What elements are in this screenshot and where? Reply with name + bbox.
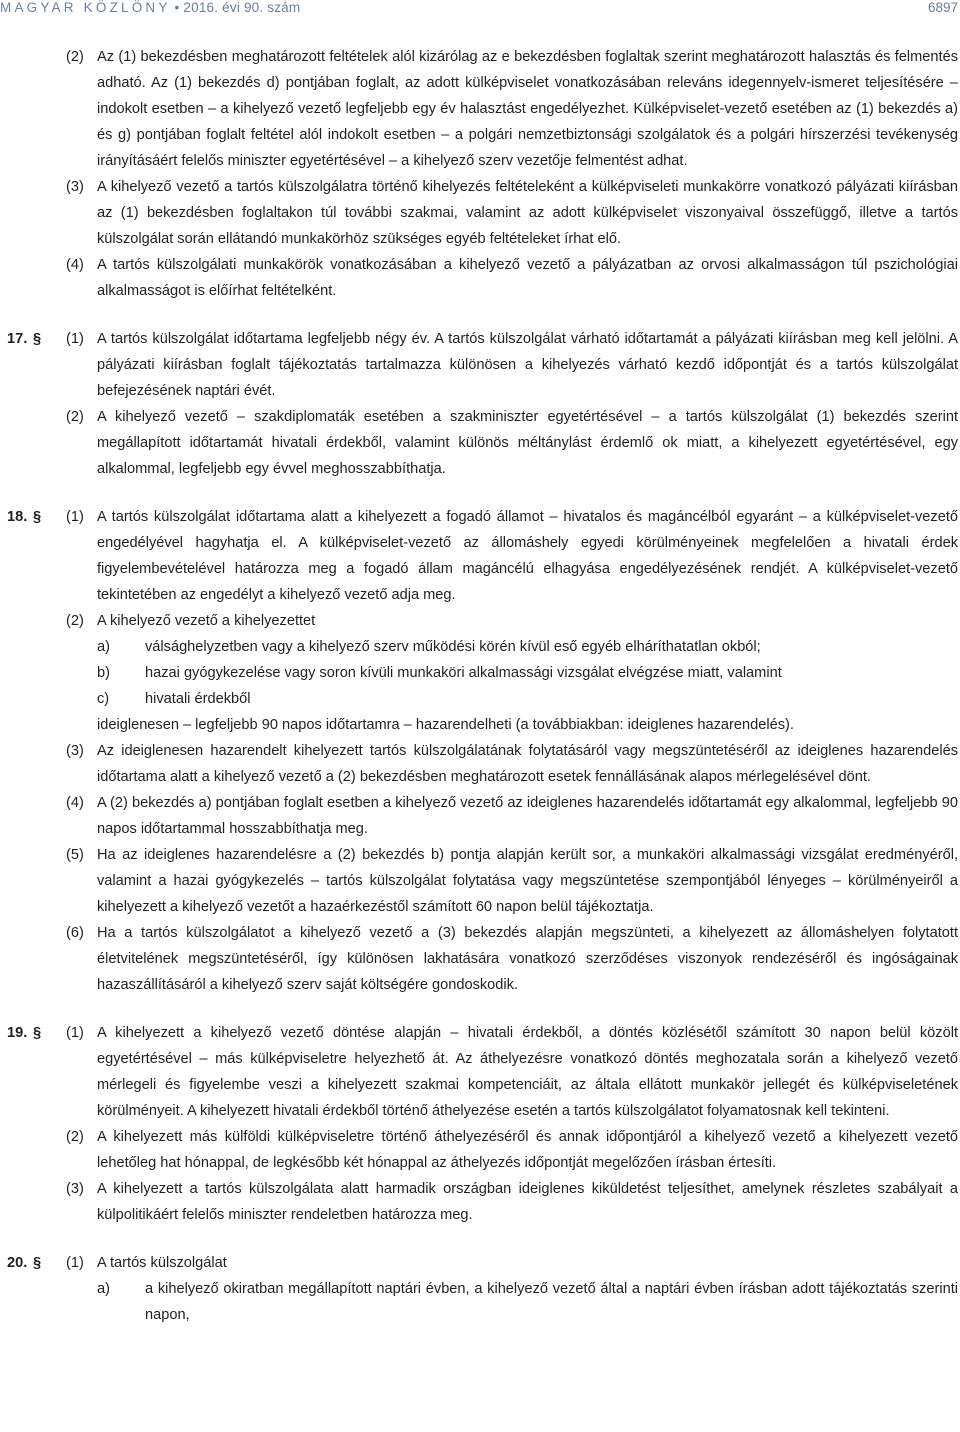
list-item-label: a) — [97, 1281, 110, 1297]
list-item-text: hivatali érdekből — [145, 691, 251, 707]
list-item-text: válsághelyzetben vagy a kihelyező szerv működési körén kívül eső egyéb elháríthatatlan okból; — [145, 639, 761, 655]
paragraph-number: (2) — [66, 49, 84, 65]
journal-header — [0, 0, 300, 15]
paragraph-text: A kihelyező vezető a tartós külszolgálatra történő kihelyezés feltételeként a külképviseleti munkakörre vonatkozó pályázati kiírásban az (1) bekezdésben foglaltakon túl további szakmai, valamint az adott külképviselet viszonyaival összefüggő, illetve a tartós külszolgálat során ellátandó munkakörhöz szükséges egyéb feltételeket írhat elő. — [97, 179, 958, 247]
paragraph-number: (6) — [66, 925, 84, 941]
paragraph-closing-text: ideiglenesen – legfeljebb 90 napos időtartamra – hazarendelheti (a továbbiakban: ideiglenes hazarendelés). — [97, 717, 794, 733]
paragraph — [0, 252, 960, 304]
list-item — [97, 660, 958, 686]
paragraph-text: A tartós külszolgálati munkakörök vonatkozásában a kihelyező vezető a pályázatban az orvosi alkalmasságon túl pszichológiai alkalmasságot is előírhat feltételként. — [97, 257, 958, 299]
paragraph — [0, 44, 960, 174]
section-sign: § — [33, 1025, 42, 1041]
section-sign: § — [33, 331, 42, 347]
paragraph-text: A kihelyezett a tartós külszolgálata alatt harmadik országban ideiglenes kiküldetést teljesíthet, amelynek részletes szabályait a külpolitikáért felelős miniszter rendeletben határozza meg. — [97, 1181, 958, 1223]
paragraph — [0, 1124, 960, 1176]
issue-label: 2016. évi 90. szám — [183, 0, 301, 15]
page-number: 6897 — [927, 0, 958, 15]
paragraph-number: (3) — [66, 743, 84, 759]
paragraph-text: A kihelyező vezető a kihelyezettet — [97, 613, 316, 629]
paragraph-text: Ha az ideiglenes hazarendelésre a (2) bekezdés b) pontja alapján került sor, a munkaköri alkalmassági vizsgálat eredményéről, valamint a hazai gyógykezelés – tartós külszolgálat folytatása vagy megszüntetése szempontjából lényeges – körülményeiről a kihelyezett a kihelyező vezetőt a hazaérkezéstől számított 60 napon belül tájékoztatja. — [97, 847, 958, 915]
paragraph-number: (5) — [66, 847, 84, 863]
paragraph-text: A (2) bekezdés a) pontjában foglalt esetben a kihelyező vezető az ideiglenes hazarendelés időtartamát egy alkalommal, legfeljebb 90 napos időtartammal hosszabbíthatja meg. — [97, 795, 958, 837]
list-item — [97, 686, 958, 712]
paragraph-text: A tartós külszolgálat időtartama legfeljebb négy év. A tartós külszolgálat várható időtartamát a pályázati kiírásban meg kell jelölni. A pályázati kiírásban foglalt tájékoztatás tartalmazza különösen a kihelyezés várható kezdő időpontját és a tartós külszolgálat befejezésének naptári évét. — [97, 331, 958, 399]
paragraph-number: (3) — [66, 1181, 84, 1197]
section-sign: § — [33, 1255, 42, 1271]
paragraph-number: (2) — [66, 409, 84, 425]
paragraph-text: A kihelyezett a kihelyező vezető döntése alapján – hivatali érdekből, a döntés közlésétől számított 30 napon belül közölt egyetértésével – más külképviseletre helyezhető át. Az áthelyezésre vonatkozó döntés meghozatala során a kihelyező vezető mérlegeli és figyelembe veszi a kihelyezett szakmai kompetenciáit, az általa ellátott munkakör jellegét és külképviseletének körülményeit. A kihelyezett hivatali érdekből történő áthelyezése esetén a tartós külszolgálatot folyamatosnak kell tekinteni. — [97, 1025, 958, 1119]
paragraph-text: A tartós külszolgálat — [97, 1255, 227, 1271]
paragraph-number: (2) — [66, 613, 84, 629]
paragraph — [0, 404, 960, 482]
page-header — [0, 0, 960, 20]
paragraph — [0, 790, 960, 842]
section-number: 17. — [7, 331, 28, 347]
list-item-label: b) — [97, 665, 110, 681]
paragraph — [0, 174, 960, 252]
paragraph-text: A kihelyezett más külföldi külképviseletre történő áthelyezéséről és annak időpontjáról a kihelyező vezető a kihelyezett vezető lehetőleg hat hónappal, de legkésőbb két hónappal az áthelyezés időpontját megelőzően írásban értesíti. — [97, 1129, 958, 1171]
section-sign: § — [33, 509, 42, 525]
paragraph-number: (2) — [66, 1129, 84, 1145]
paragraph-number: (3) — [66, 179, 84, 195]
section-18-paragraph — [0, 504, 960, 608]
section-19-paragraph — [0, 1020, 960, 1124]
paragraph-text: A tartós külszolgálat időtartama alatt a kihelyezett a fogadó államot – hivatalos és magáncélból egyaránt – a külképviselet-vezető engedélyével hagyhatja el. A külképviselet-vezető az állomáshely egyedi körülményeinek megfelelően a hivatali érdek figyelembevételével határozza meg a fogadó állam magáncélú elhagyása engedélyezésének rendjét. A külképviselet-vezető tekintetében az engedélyt a kihelyező vezető adja meg. — [97, 509, 958, 603]
section-17-paragraph — [0, 326, 960, 404]
paragraph-number: (1) — [66, 1255, 84, 1271]
list-item-label: a) — [97, 639, 110, 655]
paragraph — [0, 842, 960, 920]
header-bullet: • — [174, 0, 180, 15]
list-item — [97, 1276, 958, 1328]
paragraph-number: (4) — [66, 257, 84, 273]
paragraph — [0, 738, 960, 790]
list-item — [97, 634, 958, 660]
paragraph-text: Ha a tartós külszolgálatot a kihelyező vezető a (3) bekezdés alapján megszünteti, a kihelyezett az állomáshelyen folytatott életvitelének megszüntetéséről, így különösen lakhatására vonatkozó szerződéses viszonyok rendezéséről és ingóságainak hazaszállításáról a kihelyező szerv saját költségére gondoskodik. — [97, 925, 958, 993]
paragraph-number: (1) — [66, 509, 84, 525]
paragraph-text: Az (1) bekezdésben meghatározott feltételek alól kizárólag az e bekezdésben foglaltak szerint meghatározott halasztás és felmentés adható. Az (1) bekezdés d) pontjában foglalt, az adott külképviselet vonatkozásában releváns idegennyelv-ismeret teljesítésére – indokolt esetben – a kihelyező vezető legfeljebb egy év halasztást engedélyezhet. Külképviselet-vezető esetében az (1) bekezdés a) és g) pontjában foglalt feltétel alól indokolt esetben – a polgári nemzetbiztonsági szolgálatok és a polgári hírszerzési tevékenység irányításáért felelős miniszter egyetértésével – a kihelyező szerv vezetője felmentést adhat. — [97, 49, 958, 169]
paragraph-text: Az ideiglenesen hazarendelt kihelyezett tartós külszolgálatának folytatásáról vagy megszüntetéséről az ideiglenes hazarendelés időtartama alatt a kihelyező vezető a (2) bekezdésben meghatározott esetek fennállásának alapos mérlegelésével dönt. — [97, 743, 958, 785]
section-number: 19. — [7, 1025, 28, 1041]
list-item-label: c) — [97, 691, 110, 707]
list-item-text: hazai gyógykezelése vagy soron kívüli munkaköri alkalmassági vizsgálat elvégzése miatt, valamint — [145, 665, 782, 681]
list-item-text: a kihelyező okiratban megállapított naptári évben, a kihelyező vezető által a naptári évben írásban adott tájékoztatás szerinti napon, — [145, 1281, 958, 1323]
document-body — [0, 44, 960, 1328]
section-number: 18. — [7, 509, 28, 525]
paragraph-number: (1) — [66, 1025, 84, 1041]
section-number: 20. — [7, 1255, 28, 1271]
paragraph — [0, 920, 960, 998]
paragraph — [0, 608, 960, 738]
paragraph-number: (4) — [66, 795, 84, 811]
section-20-paragraph — [0, 1250, 960, 1328]
paragraph — [0, 1176, 960, 1228]
paragraph-text: A kihelyező vezető – szakdiplomaták esetében a szakminiszter egyetértésével – a tartós külszolgálat (1) bekezdés szerint megállapított időtartamát hivatali érdekből, valamint különös méltánylást érdemlő ok miatt, a kihelyezett egyetértésével, egy alkalommal, legfeljebb egy évvel meghosszabbíthatja. — [97, 409, 958, 477]
journal-title: MAGYAR KÖZLÖNY — [0, 0, 171, 15]
paragraph-number: (1) — [66, 331, 84, 347]
